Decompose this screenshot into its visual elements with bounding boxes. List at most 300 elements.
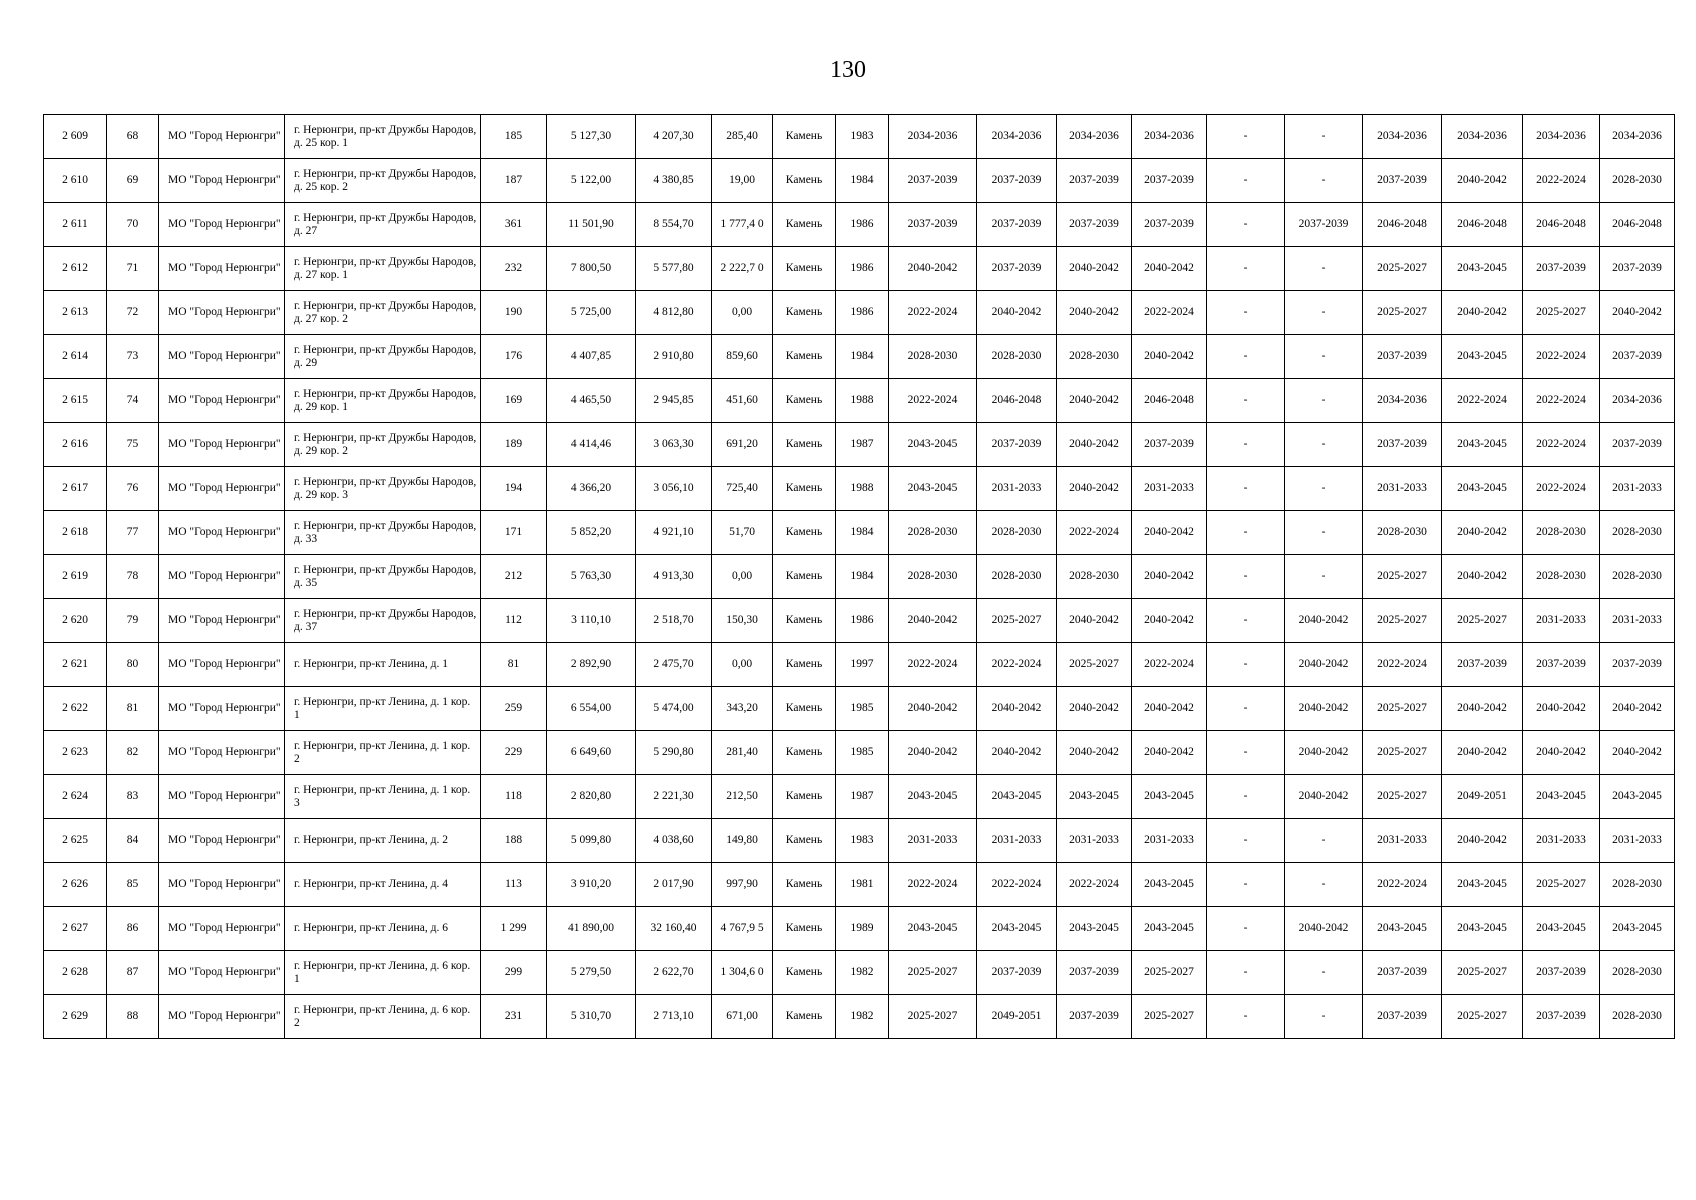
table-row: [44, 379, 1675, 423]
work-period-cell-9: 2022-2024: [1523, 335, 1600, 379]
work-period-cell-3: 2040-2042: [1057, 687, 1132, 731]
table-row: [44, 687, 1675, 731]
work-period-cell-7: 2037-2039: [1363, 423, 1442, 467]
work-period-cell-6: -: [1285, 467, 1363, 511]
work-period-cell-3: 2037-2039: [1057, 995, 1132, 1039]
work-period-cell-8: 2025-2027: [1442, 951, 1523, 995]
total-area-cell: 3 110,10: [547, 599, 636, 643]
work-period-cell-10: 2040-2042: [1600, 687, 1675, 731]
residents-cell: 171: [481, 511, 547, 555]
work-period-cell-5: -: [1207, 731, 1285, 775]
work-period-cell-10: 2046-2048: [1600, 203, 1675, 247]
wall-material-cell: Камень: [773, 951, 836, 995]
row-index-cell: 77: [107, 511, 159, 555]
wall-material-cell: Камень: [773, 511, 836, 555]
address-cell: г. Нерюнгри, пр-кт Дружбы Народов, д. 35: [285, 555, 481, 599]
work-period-cell-5: -: [1207, 335, 1285, 379]
wall-material-cell: Камень: [773, 775, 836, 819]
work-period-cell-8: 2040-2042: [1442, 555, 1523, 599]
work-period-cell-6: 2040-2042: [1285, 687, 1363, 731]
work-period-cell-5: -: [1207, 291, 1285, 335]
residents-cell: 118: [481, 775, 547, 819]
total-area-cell: 11 501,90: [547, 203, 636, 247]
address-cell: г. Нерюнгри, пр-кт Дружбы Народов, д. 29 кор. 3: [285, 467, 481, 511]
build-year-cell: 1982: [836, 951, 889, 995]
wall-material-cell: Камень: [773, 995, 836, 1039]
row-index-cell: 79: [107, 599, 159, 643]
build-year-cell: 1988: [836, 379, 889, 423]
address-cell: г. Нерюнгри, пр-кт Дружбы Народов, д. 27: [285, 203, 481, 247]
residential-area-cell: 2 945,85: [636, 379, 712, 423]
work-period-cell-10: 2040-2042: [1600, 731, 1675, 775]
work-period-cell-5: -: [1207, 995, 1285, 1039]
nonresidential-area-cell: 0,00: [712, 555, 773, 599]
residential-area-cell: 32 160,40: [636, 907, 712, 951]
work-period-cell-9: 2043-2045: [1523, 907, 1600, 951]
work-period-cell-6: -: [1285, 423, 1363, 467]
nonresidential-area-cell: 4 767,9 5: [712, 907, 773, 951]
work-period-cell-6: 2040-2042: [1285, 643, 1363, 687]
address-cell: г. Нерюнгри, пр-кт Дружбы Народов, д. 27 кор. 1: [285, 247, 481, 291]
municipality-cell: МО "Город Нерюнгри": [159, 643, 285, 687]
residential-area-cell: 5 474,00: [636, 687, 712, 731]
work-period-cell-6: 2040-2042: [1285, 775, 1363, 819]
residential-area-cell: 8 554,70: [636, 203, 712, 247]
work-period-cell-9: 2037-2039: [1523, 995, 1600, 1039]
work-period-cell-10: 2028-2030: [1600, 159, 1675, 203]
work-period-cell-1: 2040-2042: [889, 247, 977, 291]
work-period-cell-7: 2037-2039: [1363, 995, 1442, 1039]
work-period-cell-3: 2040-2042: [1057, 599, 1132, 643]
work-period-cell-6: 2037-2039: [1285, 203, 1363, 247]
municipality-cell: МО "Город Нерюнгри": [159, 863, 285, 907]
work-period-cell-2: 2034-2036: [977, 115, 1057, 159]
registry-number-cell: 2 626: [44, 863, 107, 907]
work-period-cell-1: 2028-2030: [889, 511, 977, 555]
table-row: [44, 159, 1675, 203]
municipality-cell: МО "Город Нерюнгри": [159, 203, 285, 247]
residents-cell: 188: [481, 819, 547, 863]
work-period-cell-9: 2037-2039: [1523, 247, 1600, 291]
address-cell: г. Нерюнгри, пр-кт Ленина, д. 4: [285, 863, 481, 907]
work-period-cell-5: -: [1207, 687, 1285, 731]
nonresidential-area-cell: 0,00: [712, 643, 773, 687]
work-period-cell-9: 2037-2039: [1523, 643, 1600, 687]
registry-number-cell: 2 621: [44, 643, 107, 687]
wall-material-cell: Камень: [773, 423, 836, 467]
nonresidential-area-cell: 0,00: [712, 291, 773, 335]
residential-area-cell: 3 056,10: [636, 467, 712, 511]
work-period-cell-1: 2040-2042: [889, 599, 977, 643]
residents-cell: 189: [481, 423, 547, 467]
residents-cell: 1 299: [481, 907, 547, 951]
nonresidential-area-cell: 149,80: [712, 819, 773, 863]
work-period-cell-5: -: [1207, 159, 1285, 203]
work-period-cell-4: 2031-2033: [1132, 819, 1207, 863]
table-row: [44, 643, 1675, 687]
work-period-cell-1: 2028-2030: [889, 335, 977, 379]
table-row: [44, 467, 1675, 511]
address-cell: г. Нерюнгри, пр-кт Дружбы Народов, д. 25 кор. 1: [285, 115, 481, 159]
table-row: [44, 731, 1675, 775]
work-period-cell-4: 2040-2042: [1132, 511, 1207, 555]
nonresidential-area-cell: 691,20: [712, 423, 773, 467]
work-period-cell-9: 2028-2030: [1523, 511, 1600, 555]
work-period-cell-10: 2034-2036: [1600, 379, 1675, 423]
work-period-cell-1: 2022-2024: [889, 643, 977, 687]
work-period-cell-3: 2043-2045: [1057, 775, 1132, 819]
work-period-cell-3: 2037-2039: [1057, 951, 1132, 995]
municipality-cell: МО "Город Нерюнгри": [159, 467, 285, 511]
work-period-cell-7: 2031-2033: [1363, 819, 1442, 863]
nonresidential-area-cell: 671,00: [712, 995, 773, 1039]
work-period-cell-7: 2037-2039: [1363, 159, 1442, 203]
table-row: [44, 863, 1675, 907]
build-year-cell: 1987: [836, 775, 889, 819]
residential-area-cell: 4 207,30: [636, 115, 712, 159]
build-year-cell: 1985: [836, 731, 889, 775]
work-period-cell-8: 2022-2024: [1442, 379, 1523, 423]
work-period-cell-5: -: [1207, 247, 1285, 291]
registry-number-cell: 2 613: [44, 291, 107, 335]
table-row: [44, 247, 1675, 291]
municipality-cell: МО "Город Нерюнгри": [159, 951, 285, 995]
table-row: [44, 775, 1675, 819]
work-period-cell-2: 2037-2039: [977, 423, 1057, 467]
work-period-cell-1: 2034-2036: [889, 115, 977, 159]
table-row: [44, 511, 1675, 555]
wall-material-cell: Камень: [773, 203, 836, 247]
registry-number-cell: 2 619: [44, 555, 107, 599]
registry-number-cell: 2 617: [44, 467, 107, 511]
table-row: [44, 995, 1675, 1039]
work-period-cell-8: 2040-2042: [1442, 687, 1523, 731]
build-year-cell: 1984: [836, 555, 889, 599]
registry-number-cell: 2 614: [44, 335, 107, 379]
residents-cell: 299: [481, 951, 547, 995]
work-period-cell-6: 2040-2042: [1285, 731, 1363, 775]
work-period-cell-8: 2040-2042: [1442, 511, 1523, 555]
address-cell: г. Нерюнгри, пр-кт Ленина, д. 2: [285, 819, 481, 863]
table-row: [44, 907, 1675, 951]
work-period-cell-10: 2031-2033: [1600, 599, 1675, 643]
work-period-cell-5: -: [1207, 643, 1285, 687]
municipality-cell: МО "Город Нерюнгри": [159, 247, 285, 291]
municipality-cell: МО "Город Нерюнгри": [159, 159, 285, 203]
table-body: [44, 115, 1675, 1039]
row-index-cell: 72: [107, 291, 159, 335]
work-period-cell-8: 2040-2042: [1442, 731, 1523, 775]
municipality-cell: МО "Город Нерюнгри": [159, 511, 285, 555]
build-year-cell: 1983: [836, 115, 889, 159]
work-period-cell-7: 2037-2039: [1363, 951, 1442, 995]
registry-number-cell: 2 612: [44, 247, 107, 291]
work-period-cell-3: 2022-2024: [1057, 863, 1132, 907]
address-cell: г. Нерюнгри, пр-кт Ленина, д. 1 кор. 3: [285, 775, 481, 819]
build-year-cell: 1986: [836, 203, 889, 247]
work-period-cell-1: 2037-2039: [889, 159, 977, 203]
work-period-cell-2: 2022-2024: [977, 863, 1057, 907]
work-period-cell-8: 2034-2036: [1442, 115, 1523, 159]
work-period-cell-5: -: [1207, 511, 1285, 555]
work-period-cell-7: 2022-2024: [1363, 643, 1442, 687]
work-period-cell-2: 2028-2030: [977, 511, 1057, 555]
work-period-cell-10: 2028-2030: [1600, 555, 1675, 599]
registry-number-cell: 2 616: [44, 423, 107, 467]
residential-area-cell: 4 921,10: [636, 511, 712, 555]
work-period-cell-6: -: [1285, 995, 1363, 1039]
residents-cell: 190: [481, 291, 547, 335]
work-period-cell-1: 2040-2042: [889, 731, 977, 775]
total-area-cell: 5 099,80: [547, 819, 636, 863]
total-area-cell: 5 127,30: [547, 115, 636, 159]
work-period-cell-5: -: [1207, 819, 1285, 863]
row-index-cell: 74: [107, 379, 159, 423]
registry-number-cell: 2 627: [44, 907, 107, 951]
residential-area-cell: 4 913,30: [636, 555, 712, 599]
build-year-cell: 1986: [836, 291, 889, 335]
address-cell: г. Нерюнгри, пр-кт Дружбы Народов, д. 27 кор. 2: [285, 291, 481, 335]
work-period-cell-1: 2037-2039: [889, 203, 977, 247]
registry-number-cell: 2 609: [44, 115, 107, 159]
registry-number-cell: 2 618: [44, 511, 107, 555]
row-index-cell: 68: [107, 115, 159, 159]
work-period-cell-2: 2049-2051: [977, 995, 1057, 1039]
municipality-cell: МО "Город Нерюнгри": [159, 775, 285, 819]
table-row: [44, 951, 1675, 995]
total-area-cell: 4 366,20: [547, 467, 636, 511]
work-period-cell-7: 2034-2036: [1363, 115, 1442, 159]
work-period-cell-1: 2025-2027: [889, 951, 977, 995]
municipality-cell: МО "Город Нерюнгри": [159, 379, 285, 423]
row-index-cell: 82: [107, 731, 159, 775]
work-period-cell-7: 2037-2039: [1363, 335, 1442, 379]
work-period-cell-9: 2043-2045: [1523, 775, 1600, 819]
work-period-cell-10: 2028-2030: [1600, 511, 1675, 555]
registry-number-cell: 2 610: [44, 159, 107, 203]
work-period-cell-6: -: [1285, 247, 1363, 291]
work-period-cell-4: 2046-2048: [1132, 379, 1207, 423]
build-year-cell: 1984: [836, 335, 889, 379]
row-index-cell: 88: [107, 995, 159, 1039]
work-period-cell-8: 2025-2027: [1442, 995, 1523, 1039]
residents-cell: 232: [481, 247, 547, 291]
work-period-cell-8: 2043-2045: [1442, 247, 1523, 291]
total-area-cell: 6 649,60: [547, 731, 636, 775]
total-area-cell: 6 554,00: [547, 687, 636, 731]
work-period-cell-2: 2028-2030: [977, 555, 1057, 599]
work-period-cell-9: 2022-2024: [1523, 423, 1600, 467]
build-year-cell: 1984: [836, 511, 889, 555]
work-period-cell-6: -: [1285, 555, 1363, 599]
work-period-cell-5: -: [1207, 775, 1285, 819]
work-period-cell-10: 2037-2039: [1600, 247, 1675, 291]
work-period-cell-1: 2022-2024: [889, 863, 977, 907]
municipality-cell: МО "Город Нерюнгри": [159, 995, 285, 1039]
work-period-cell-5: -: [1207, 203, 1285, 247]
work-period-cell-10: 2040-2042: [1600, 291, 1675, 335]
work-period-cell-5: -: [1207, 115, 1285, 159]
work-period-cell-2: 2037-2039: [977, 203, 1057, 247]
residents-cell: 113: [481, 863, 547, 907]
registry-number-cell: 2 623: [44, 731, 107, 775]
work-period-cell-5: -: [1207, 907, 1285, 951]
residential-area-cell: 2 910,80: [636, 335, 712, 379]
municipality-cell: МО "Город Нерюнгри": [159, 819, 285, 863]
wall-material-cell: Камень: [773, 159, 836, 203]
work-period-cell-2: 2037-2039: [977, 247, 1057, 291]
work-period-cell-9: 2031-2033: [1523, 819, 1600, 863]
page-number: 130: [830, 57, 866, 83]
work-period-cell-2: 2037-2039: [977, 159, 1057, 203]
address-cell: г. Нерюнгри, пр-кт Дружбы Народов, д. 29: [285, 335, 481, 379]
registry-number-cell: 2 615: [44, 379, 107, 423]
work-period-cell-3: 2037-2039: [1057, 203, 1132, 247]
work-period-cell-9: 2022-2024: [1523, 159, 1600, 203]
residents-cell: 187: [481, 159, 547, 203]
total-area-cell: 4 465,50: [547, 379, 636, 423]
total-area-cell: 41 890,00: [547, 907, 636, 951]
build-year-cell: 1987: [836, 423, 889, 467]
registry-number-cell: 2 611: [44, 203, 107, 247]
work-period-cell-8: 2043-2045: [1442, 423, 1523, 467]
work-period-cell-9: 2025-2027: [1523, 291, 1600, 335]
work-period-cell-4: 2040-2042: [1132, 335, 1207, 379]
residents-cell: 169: [481, 379, 547, 423]
build-year-cell: 1984: [836, 159, 889, 203]
build-year-cell: 1986: [836, 599, 889, 643]
work-period-cell-10: 2028-2030: [1600, 951, 1675, 995]
row-index-cell: 80: [107, 643, 159, 687]
total-area-cell: 2 820,80: [547, 775, 636, 819]
table-row: [44, 203, 1675, 247]
work-period-cell-3: 2040-2042: [1057, 291, 1132, 335]
work-period-cell-7: 2046-2048: [1363, 203, 1442, 247]
work-period-cell-4: 2040-2042: [1132, 731, 1207, 775]
address-cell: г. Нерюнгри, пр-кт Ленина, д. 1 кор. 1: [285, 687, 481, 731]
work-period-cell-9: 2025-2027: [1523, 863, 1600, 907]
work-period-cell-3: 2028-2030: [1057, 335, 1132, 379]
work-period-cell-7: 2043-2045: [1363, 907, 1442, 951]
work-period-cell-1: 2043-2045: [889, 423, 977, 467]
work-period-cell-4: 2031-2033: [1132, 467, 1207, 511]
row-index-cell: 83: [107, 775, 159, 819]
work-period-cell-10: 2037-2039: [1600, 335, 1675, 379]
work-period-cell-4: 2025-2027: [1132, 951, 1207, 995]
residential-area-cell: 5 290,80: [636, 731, 712, 775]
work-period-cell-10: 2043-2045: [1600, 775, 1675, 819]
work-period-cell-3: 2034-2036: [1057, 115, 1132, 159]
work-period-cell-3: 2040-2042: [1057, 379, 1132, 423]
table-row: [44, 115, 1675, 159]
wall-material-cell: Камень: [773, 687, 836, 731]
work-period-cell-4: 2043-2045: [1132, 863, 1207, 907]
work-period-cell-4: 2037-2039: [1132, 159, 1207, 203]
work-period-cell-6: -: [1285, 335, 1363, 379]
residents-cell: 185: [481, 115, 547, 159]
total-area-cell: 4 407,85: [547, 335, 636, 379]
work-period-cell-5: -: [1207, 599, 1285, 643]
work-period-cell-1: 2043-2045: [889, 467, 977, 511]
work-period-cell-2: 2040-2042: [977, 687, 1057, 731]
municipality-cell: МО "Город Нерюнгри": [159, 555, 285, 599]
work-period-cell-2: 2040-2042: [977, 291, 1057, 335]
address-cell: г. Нерюнгри, пр-кт Ленина, д. 6 кор. 1: [285, 951, 481, 995]
work-period-cell-1: 2043-2045: [889, 775, 977, 819]
work-period-cell-10: 2043-2045: [1600, 907, 1675, 951]
work-period-cell-9: 2046-2048: [1523, 203, 1600, 247]
work-period-cell-7: 2025-2027: [1363, 687, 1442, 731]
work-period-cell-9: 2022-2024: [1523, 467, 1600, 511]
wall-material-cell: Камень: [773, 731, 836, 775]
address-cell: г. Нерюнгри, пр-кт Ленина, д. 6: [285, 907, 481, 951]
nonresidential-area-cell: 285,40: [712, 115, 773, 159]
work-period-cell-1: 2040-2042: [889, 687, 977, 731]
residents-cell: 229: [481, 731, 547, 775]
build-year-cell: 1981: [836, 863, 889, 907]
registry-number-cell: 2 628: [44, 951, 107, 995]
row-index-cell: 87: [107, 951, 159, 995]
residents-cell: 231: [481, 995, 547, 1039]
total-area-cell: 5 852,20: [547, 511, 636, 555]
work-period-cell-5: -: [1207, 467, 1285, 511]
work-period-cell-6: 2040-2042: [1285, 599, 1363, 643]
wall-material-cell: Камень: [773, 819, 836, 863]
nonresidential-area-cell: 281,40: [712, 731, 773, 775]
wall-material-cell: Камень: [773, 907, 836, 951]
work-period-cell-6: -: [1285, 863, 1363, 907]
address-cell: г. Нерюнгри, пр-кт Дружбы Народов, д. 29 кор. 1: [285, 379, 481, 423]
work-period-cell-5: -: [1207, 423, 1285, 467]
work-period-cell-7: 2025-2027: [1363, 247, 1442, 291]
address-cell: г. Нерюнгри, пр-кт Дружбы Народов, д. 33: [285, 511, 481, 555]
row-index-cell: 69: [107, 159, 159, 203]
work-period-cell-8: 2037-2039: [1442, 643, 1523, 687]
registry-number-cell: 2 624: [44, 775, 107, 819]
municipality-cell: МО "Город Нерюнгри": [159, 291, 285, 335]
registry-number-cell: 2 625: [44, 819, 107, 863]
work-period-cell-7: 2031-2033: [1363, 467, 1442, 511]
work-period-cell-8: 2025-2027: [1442, 599, 1523, 643]
work-period-cell-4: 2040-2042: [1132, 599, 1207, 643]
work-period-cell-3: 2037-2039: [1057, 159, 1132, 203]
work-period-cell-10: 2031-2033: [1600, 467, 1675, 511]
wall-material-cell: Камень: [773, 379, 836, 423]
work-period-cell-8: 2049-2051: [1442, 775, 1523, 819]
work-period-cell-6: -: [1285, 291, 1363, 335]
total-area-cell: 4 414,46: [547, 423, 636, 467]
work-period-cell-4: 2040-2042: [1132, 247, 1207, 291]
total-area-cell: 5 279,50: [547, 951, 636, 995]
wall-material-cell: Камень: [773, 599, 836, 643]
wall-material-cell: Камень: [773, 863, 836, 907]
work-period-cell-4: 2040-2042: [1132, 555, 1207, 599]
nonresidential-area-cell: 212,50: [712, 775, 773, 819]
work-period-cell-5: -: [1207, 951, 1285, 995]
work-period-cell-9: 2022-2024: [1523, 379, 1600, 423]
work-period-cell-9: 2034-2036: [1523, 115, 1600, 159]
work-period-cell-10: 2037-2039: [1600, 423, 1675, 467]
build-year-cell: 1997: [836, 643, 889, 687]
work-period-cell-3: 2025-2027: [1057, 643, 1132, 687]
housing-registry-table: [43, 114, 1675, 1039]
total-area-cell: 5 122,00: [547, 159, 636, 203]
residential-area-cell: 2 475,70: [636, 643, 712, 687]
total-area-cell: 7 800,50: [547, 247, 636, 291]
work-period-cell-1: 2025-2027: [889, 995, 977, 1039]
total-area-cell: 5 310,70: [547, 995, 636, 1039]
row-index-cell: 71: [107, 247, 159, 291]
